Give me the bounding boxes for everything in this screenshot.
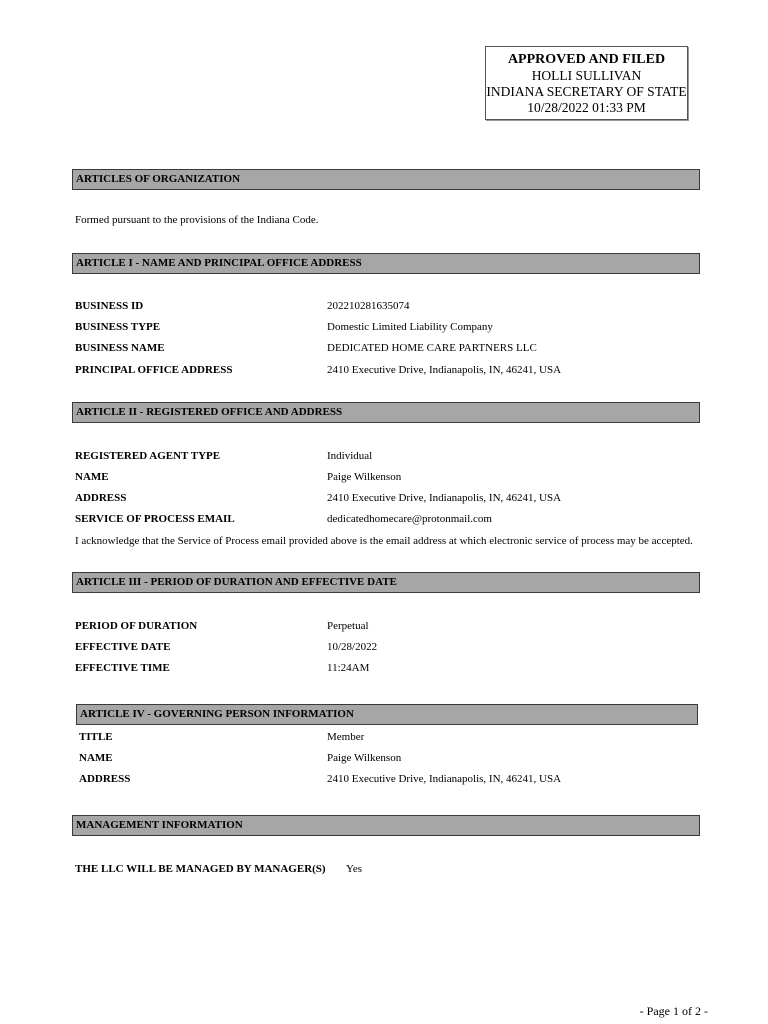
- stamp-timestamp: 10/28/2022 01:33 PM: [527, 100, 646, 115]
- principal-address-value: 2410 Executive Drive, Indianapolis, IN, 46241, USA: [327, 364, 562, 376]
- governing-name-label: NAME: [79, 752, 113, 764]
- effective-date-label: EFFECTIVE DATE: [75, 641, 171, 653]
- business-name-value: DEDICATED HOME CARE PARTNERS LLC: [327, 342, 537, 354]
- section-header-management: MANAGEMENT INFORMATION: [72, 815, 700, 836]
- filing-stamp: [485, 46, 688, 120]
- section-header-article-3: ARTICLE III - PERIOD OF DURATION AND EFFECTIVE DATE: [72, 572, 700, 593]
- agent-address-value: 2410 Executive Drive, Indianapolis, IN, 46241, USA: [327, 492, 562, 504]
- business-id-label: BUSINESS ID: [75, 300, 144, 312]
- process-email-value: dedicatedhomecare@protonmail.com: [327, 513, 492, 525]
- stamp-official: HOLLI SULLIVAN: [531, 68, 642, 83]
- governing-name-value: Paige Wilkenson: [327, 752, 402, 764]
- agent-name-label: NAME: [75, 471, 109, 483]
- email-acknowledgement: I acknowledge that the Service of Process email provided above is the email address at which electronic service of process may be accepted.: [75, 535, 693, 547]
- duration-label: PERIOD OF DURATION: [75, 620, 198, 632]
- page-number: - Page 1 of 2 -: [639, 1004, 708, 1018]
- intro-text: Formed pursuant to the provisions of the Indiana Code.: [75, 214, 319, 226]
- governing-title-label: TITLE: [79, 731, 113, 743]
- managed-by-label: THE LLC WILL BE MANAGED BY MANAGER(S): [75, 863, 326, 875]
- agent-name-value: Paige Wilkenson: [327, 471, 402, 483]
- section-header-articles-of-organization: ARTICLES OF ORGANIZATION: [72, 169, 700, 190]
- governing-title-value: Member: [327, 731, 365, 743]
- business-name-label: BUSINESS NAME: [75, 342, 165, 354]
- principal-address-label: PRINCIPAL OFFICE ADDRESS: [75, 364, 233, 376]
- stamp-office: INDIANA SECRETARY OF STATE: [486, 84, 687, 99]
- business-type-value: Domestic Limited Liability Company: [327, 321, 493, 333]
- section-header-article-2: ARTICLE II - REGISTERED OFFICE AND ADDRESS: [72, 402, 700, 423]
- effective-time-label: EFFECTIVE TIME: [75, 662, 170, 674]
- section-header-article-4: ARTICLE IV - GOVERNING PERSON INFORMATION: [76, 704, 698, 725]
- duration-value: Perpetual: [327, 620, 369, 632]
- stamp-status: APPROVED AND FILED: [507, 52, 666, 67]
- effective-date-value: 10/28/2022: [327, 641, 378, 653]
- effective-time-value: 11:24AM: [327, 662, 370, 674]
- agent-type-label: REGISTERED AGENT TYPE: [75, 450, 221, 462]
- governing-address-value: 2410 Executive Drive, Indianapolis, IN, 46241, USA: [327, 773, 562, 785]
- business-id-value: 202210281635074: [327, 300, 410, 312]
- governing-address-label: ADDRESS: [79, 773, 131, 785]
- managed-by-value: Yes: [346, 863, 363, 875]
- section-header-article-1: ARTICLE I - NAME AND PRINCIPAL OFFICE ADDRESS: [72, 253, 700, 274]
- agent-address-label: ADDRESS: [75, 492, 127, 504]
- business-type-label: BUSINESS TYPE: [75, 321, 161, 333]
- agent-type-value: Individual: [327, 450, 373, 462]
- process-email-label: SERVICE OF PROCESS EMAIL: [75, 513, 235, 525]
